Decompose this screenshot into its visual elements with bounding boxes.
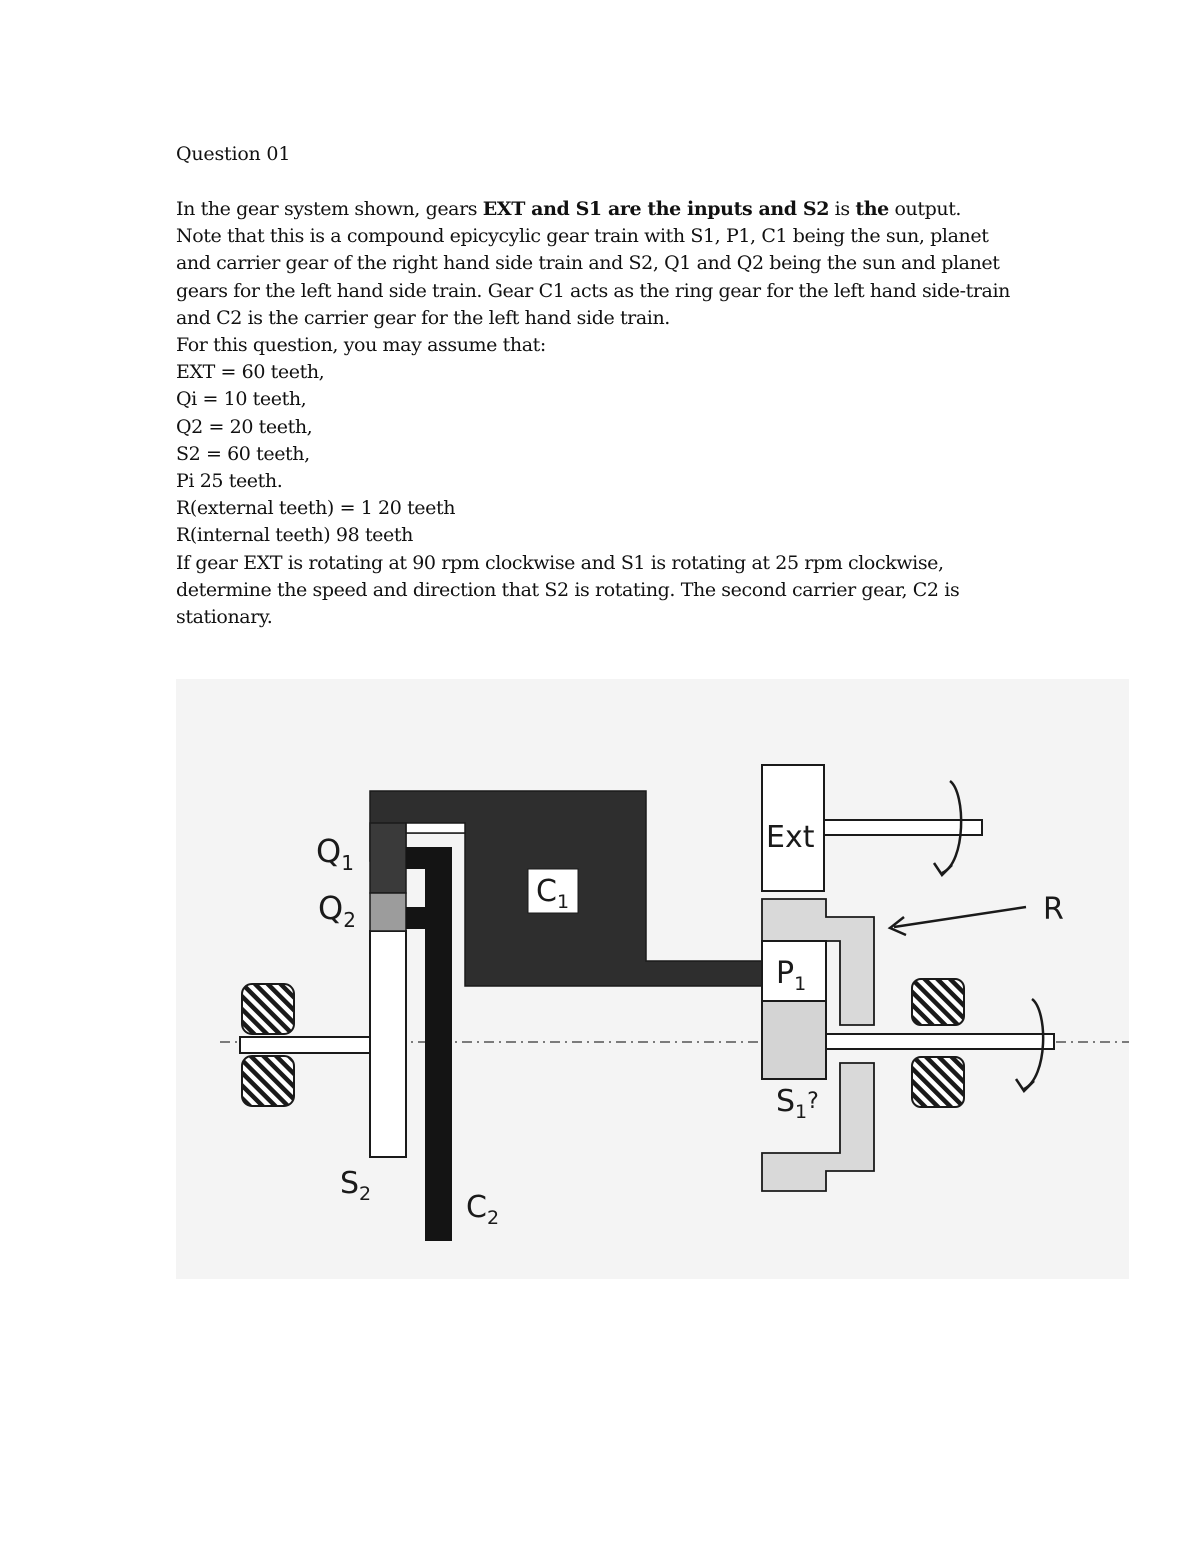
question-line: Note that this is a compound epicycylic gear train with S1, P1, C1 being the sun, planet [176, 225, 989, 248]
gear-diagram [176, 679, 1129, 1279]
c2-carrier [406, 847, 452, 1241]
label-ext: Ext [766, 820, 815, 855]
given-p1: Pi 25 teeth. [176, 470, 283, 493]
given-q1: Qi = 10 teeth, [176, 388, 307, 411]
question-line: If gear EXT is rotating at 90 rpm clockwise and S1 is rotating at 25 rpm clockwise, [176, 551, 944, 574]
ext-rotation-arrowhead-icon [934, 863, 952, 875]
question-line: stationary. [176, 606, 273, 629]
given-ext: EXT = 60 teeth, [176, 361, 325, 384]
label-q1: $Q_1$ [316, 832, 354, 875]
question-line: and C2 is the carrier gear for the left hand side train. [176, 306, 670, 329]
question-line: and carrier gear of the right hand side train and S2, Q1 and Q2 being the sun and planet [176, 252, 1000, 275]
right-bearing-top [912, 979, 964, 1025]
label-s1: $S_1^?$ [776, 1084, 819, 1123]
label-q2: $Q_2$ [318, 889, 356, 932]
given-q2: Q2 = 20 teeth, [176, 415, 313, 438]
bold-inputs-phrase: EXT and S1 are the inputs and S2 [482, 198, 830, 220]
right-shaft [826, 1034, 1054, 1049]
question-heading: Question 01 [176, 143, 291, 165]
question-line-1: In the gear system shown, gears EXT and S1 are the inputs and S2 is the output. [176, 198, 962, 220]
bold-the: the [855, 198, 889, 220]
ext-shaft [824, 820, 982, 835]
r-pointer-line [894, 907, 1026, 927]
question-line: gears for the left hand side train. Gear C1 acts as the ring gear for the left hand side-train [176, 279, 1010, 302]
question-line: For this question, you may assume that: [176, 334, 546, 357]
r-ring-gear-bottom [762, 1063, 874, 1191]
label-p1: $P_1$ [776, 956, 807, 995]
given-r-external: R(external teeth) = 1 20 teeth [176, 497, 456, 520]
right-bearing-bottom [912, 1057, 964, 1107]
q1-gear [370, 823, 406, 893]
label-c1: $C_1$ [536, 874, 570, 913]
label-s2: $S_2$ [340, 1166, 372, 1205]
left-bearing-top [242, 984, 294, 1034]
shaft-rotation-arrowhead-icon [1016, 1079, 1034, 1091]
question-body [176, 196, 1056, 631]
label-c2: $C_2$ [466, 1190, 500, 1229]
gear-diagram-svg [176, 679, 1129, 1279]
s1-gear [762, 1001, 826, 1079]
given-s2: S2 = 60 teeth, [176, 442, 310, 465]
question-line: determine the speed and direction that S2 is rotating. The second carrier gear, C2 is [176, 578, 960, 601]
c1-inner-channel [406, 823, 465, 833]
left-shaft [240, 1037, 374, 1053]
q2-gear [370, 893, 406, 931]
s2-gear [370, 931, 406, 1157]
label-r: R [1043, 892, 1064, 927]
given-r-internal: R(internal teeth) 98 teeth [176, 524, 413, 547]
left-bearing-bottom [242, 1056, 294, 1106]
